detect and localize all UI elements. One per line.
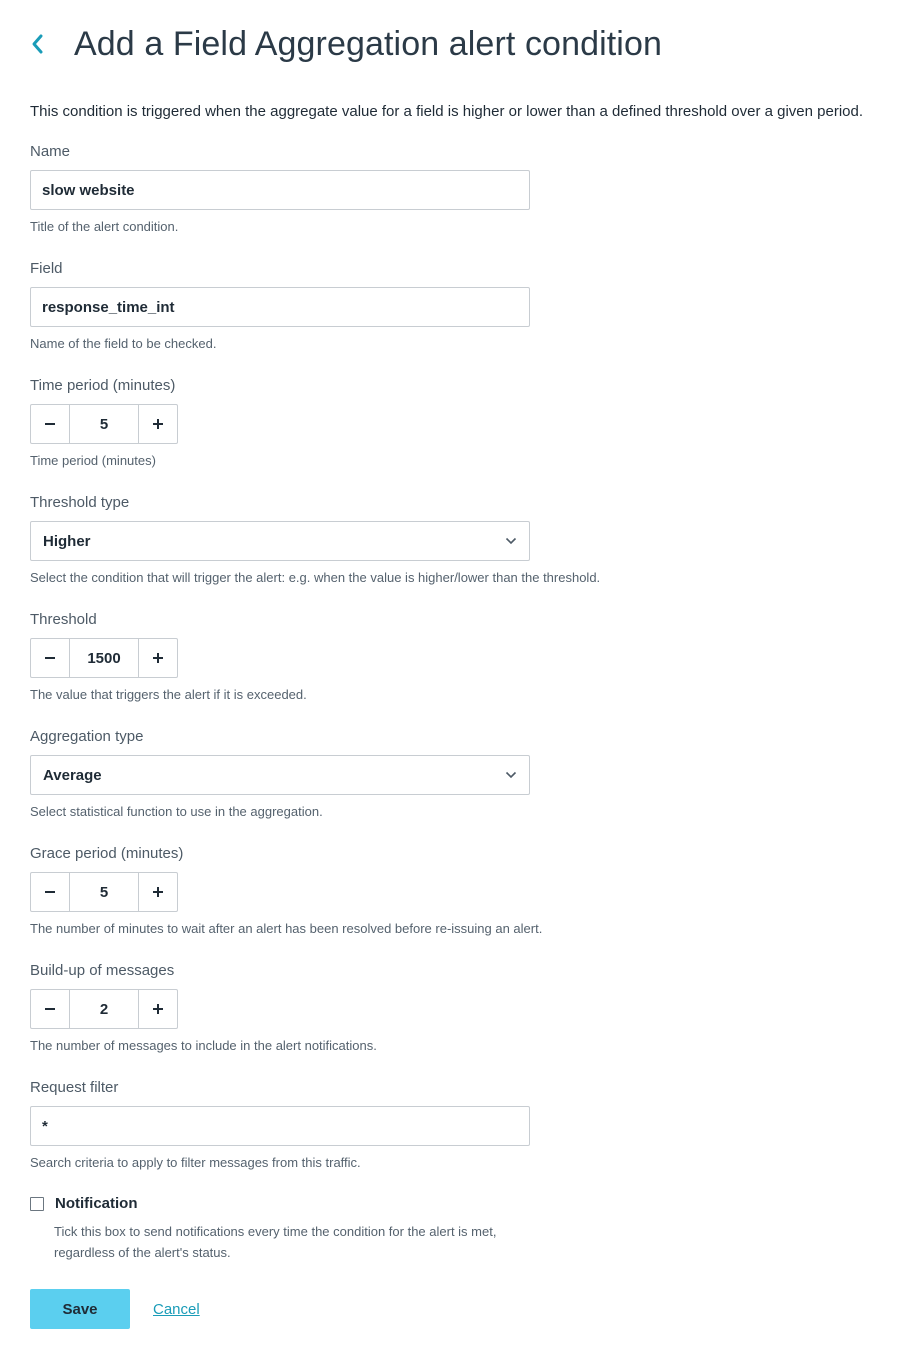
notification-help: Tick this box to send notifications every time the condition for the alert is met, regardless of the alert's status. [54,1224,497,1260]
time-period-stepper [30,404,178,444]
buildup-help: The number of messages to include in the alert notifications. [30,1038,377,1053]
threshold-type-select[interactable] [30,521,530,561]
buildup-decrement-button[interactable] [30,989,70,1029]
threshold-stepper [30,638,307,678]
request-filter-input[interactable]: * [30,1106,530,1146]
buildup-group [30,961,377,1054]
threshold-type-help: Select the condition that will trigger the alert: e.g. when the value is higher/lower than the threshold. [30,570,601,585]
page-title: Add a Field Aggregation alert condition [74,24,662,63]
threshold-label: Threshold [30,611,97,628]
request-filter-label: Request filter [30,1079,119,1096]
request-filter-group [30,1078,530,1171]
buildup-stepper [30,989,377,1029]
threshold-input[interactable]: 1500 [70,638,138,678]
name-label: Name [30,143,71,160]
threshold-help: The value that triggers the alert if it is exceeded. [30,687,307,702]
minus-icon [44,1003,56,1015]
threshold-increment-button[interactable] [138,638,178,678]
grace-period-stepper [30,872,542,912]
chevron-down-icon [505,537,517,545]
time-period-input[interactable]: 5 [70,404,138,444]
request-filter-help: Search criteria to apply to filter messages from this traffic. [30,1155,361,1170]
plus-icon [152,418,164,430]
chevron-left-icon [30,33,44,55]
threshold-type-group [30,493,600,586]
aggregation-type-group [30,727,530,820]
time-period-group [30,376,178,469]
aggregation-type-help: Select statistical function to use in the aggregation. [30,804,323,819]
time-period-decrement-button[interactable] [30,404,70,444]
buildup-increment-button[interactable] [138,989,178,1029]
grace-period-decrement-button[interactable] [30,872,70,912]
notification-checkbox[interactable] [30,1197,44,1211]
field-label: Field [30,260,63,277]
notification-group [30,1195,534,1263]
minus-icon [44,886,56,898]
aggregation-type-select[interactable] [30,755,530,795]
name-input[interactable]: slow website [30,170,530,210]
chevron-down-icon [505,771,517,779]
form-actions [30,1289,200,1329]
time-period-label: Time period (minutes) [30,377,176,394]
time-period-help: Time period (minutes) [30,453,156,468]
grace-period-label: Grace period (minutes) [30,845,184,862]
time-period-increment-button[interactable] [138,404,178,444]
cancel-link[interactable]: Cancel [153,1300,200,1318]
condition-description: This condition is triggered when the aggregate value for a field is higher or lower than a defined threshold over a given period. [30,103,864,120]
threshold-group [30,610,307,703]
name-help: Title of the alert condition. [30,219,179,234]
threshold-decrement-button[interactable] [30,638,70,678]
aggregation-type-value: Average [43,766,102,784]
name-group [30,142,530,235]
save-button[interactable]: Save [30,1289,130,1329]
minus-icon [44,418,56,430]
notification-label[interactable]: Notification [55,1195,138,1212]
plus-icon [152,1003,164,1015]
grace-period-input[interactable]: 5 [70,872,138,912]
grace-period-help: The number of minutes to wait after an alert has been resolved before re-issuing an alert. [30,921,543,936]
buildup-input[interactable]: 2 [70,989,138,1029]
grace-period-increment-button[interactable] [138,872,178,912]
field-input[interactable]: response_time_int [30,287,530,327]
aggregation-type-label: Aggregation type [30,728,144,745]
field-help: Name of the field to be checked. [30,336,217,351]
grace-period-group [30,844,542,937]
threshold-type-label: Threshold type [30,494,130,511]
field-group [30,259,530,352]
back-button[interactable] [30,24,60,64]
plus-icon [152,652,164,664]
page-header [30,22,662,66]
threshold-type-value: Higher [43,532,91,550]
minus-icon [44,652,56,664]
buildup-label: Build-up of messages [30,962,175,979]
plus-icon [152,886,164,898]
notification-row [30,1195,534,1212]
